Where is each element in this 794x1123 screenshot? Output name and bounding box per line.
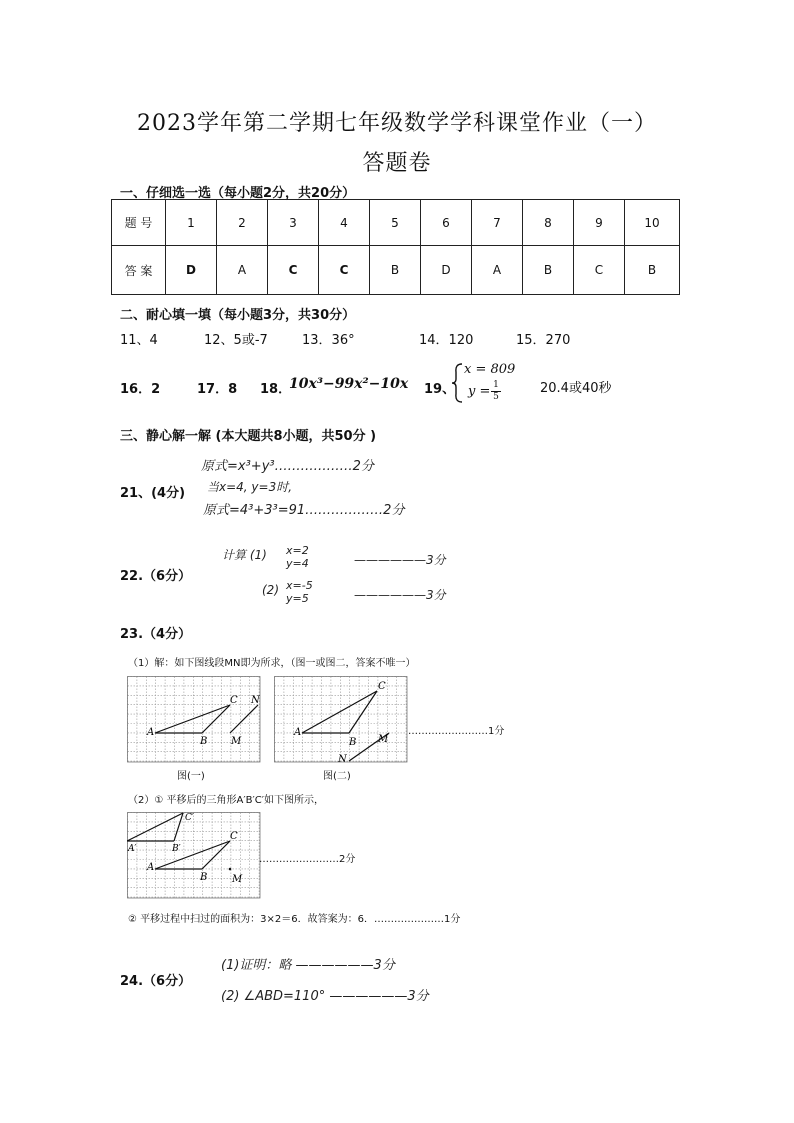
number-cell: 4	[319, 200, 370, 246]
label-b: B	[200, 872, 208, 883]
answer-cell: A	[472, 246, 523, 295]
q24-line2: (2) ∠ABD=110° ——————3分	[221, 989, 429, 1004]
page-title: 2023学年第二学期七年级数学学科课堂作业（一）	[137, 111, 657, 136]
q23-part1: （1）解：如下图线段MN即为所求，（图一或图二，答案不唯一）	[128, 658, 416, 669]
grid-figure-3	[127, 812, 261, 900]
label-c1: C′	[185, 813, 194, 823]
number-cell: 7	[472, 200, 523, 246]
q22-a2: y=4	[286, 557, 309, 570]
answer-cell: C	[319, 246, 370, 295]
answer-19-num: 1	[493, 380, 499, 390]
label-m: M	[378, 734, 389, 745]
label-m: M	[232, 874, 243, 885]
segment-ac	[155, 841, 230, 869]
number-cell: 10	[625, 200, 680, 246]
number-cell: 9	[574, 200, 625, 246]
label-b: B	[200, 736, 208, 747]
q22-prefix1: 计算 (1)	[222, 548, 267, 562]
answer-19-den: 5	[493, 392, 499, 402]
q23-part3: ② 平移过程中扫过的面积为：3×2＝6．故答案为：6．…………………1分	[128, 914, 461, 925]
segment-mn	[230, 705, 258, 733]
number-cell: 6	[421, 200, 472, 246]
answer-18: 10x³−99x²−10x	[289, 376, 409, 392]
fig1-caption: 图(一)	[177, 771, 205, 782]
segment-ac	[302, 691, 377, 733]
label-m: M	[231, 736, 242, 747]
grid-lines	[128, 813, 261, 899]
page-subtitle: 答题卷	[362, 151, 432, 176]
table-row-answers	[112, 246, 680, 295]
q22-a1: x=2	[286, 544, 309, 557]
brace-19	[450, 362, 464, 404]
answer-18-prefix: 18．	[260, 382, 292, 397]
row-label-answer: 答 案	[112, 246, 166, 295]
q21-line1: 原式=x³+y³………………2分	[201, 459, 374, 474]
answer-17: 17．8	[197, 382, 238, 397]
q24-label: 24.（6分）	[120, 974, 192, 989]
q22-prefix2: (2)	[262, 583, 279, 597]
answer-cell: D	[166, 246, 217, 295]
answer-cell: B	[625, 246, 680, 295]
q23-label: 23.（4分）	[120, 627, 192, 642]
answer-cell: D	[421, 246, 472, 295]
answer-11: 11、4	[120, 333, 158, 348]
answer-13: 13．36°	[302, 333, 355, 348]
label-a: A	[147, 727, 155, 738]
label-c: C	[230, 831, 238, 842]
label-n: N	[338, 754, 347, 764]
q22-label: 22.（6分）	[120, 569, 192, 584]
q22-score1: ——————3分	[354, 553, 446, 567]
section1-heading: 一、仔细选一选（每小题2分，共20分）	[120, 186, 356, 201]
number-cell: 1	[166, 200, 217, 246]
answer-cell: B	[370, 246, 421, 295]
q22-score2: ——————3分	[354, 588, 446, 602]
answer-20: 20.4或40秒	[540, 381, 612, 396]
segment-ac	[155, 705, 230, 733]
answer-cell: C	[574, 246, 625, 295]
label-c: C	[230, 695, 238, 706]
segment-bc	[202, 841, 230, 869]
section3-heading: 三、静心解一解 (本大题共8小题，共50分 )	[120, 429, 377, 444]
answer-cell: C	[268, 246, 319, 295]
answer-table	[111, 199, 680, 295]
number-cell: 8	[523, 200, 574, 246]
point-m	[229, 868, 232, 871]
row-label-number: 题 号	[112, 200, 166, 246]
table-row-numbers	[112, 200, 680, 246]
grid-figure-2	[274, 676, 408, 764]
q22-b1: x=-5	[286, 579, 313, 592]
answer-12: 12、5或-7	[204, 333, 268, 348]
answer-19-prefix: 19、	[424, 382, 456, 397]
section2-heading: 二、耐心填一填（每小题3分，共30分）	[120, 308, 356, 323]
answer-19-y: y =	[468, 384, 491, 399]
number-cell: 5	[370, 200, 421, 246]
q23-score2: ……………………2分	[259, 854, 356, 865]
label-c: C	[378, 681, 386, 692]
label-n: N	[251, 695, 260, 706]
q23-part2: （2）① 平移后的三角形A′B′C′如下图所示，	[128, 795, 325, 806]
grid-lines	[128, 677, 261, 763]
segment-bc	[349, 691, 377, 733]
answer-cell: A	[217, 246, 268, 295]
grid-lines	[275, 677, 408, 763]
answer-15: 15．270	[516, 333, 571, 348]
label-a: A	[147, 862, 155, 873]
q21-line2: 当x=4, y=3时,	[207, 480, 293, 494]
number-cell: 3	[268, 200, 319, 246]
answer-16: 16．2	[120, 382, 161, 397]
q22-b2: y=5	[286, 592, 309, 605]
label-b1: B′	[172, 844, 181, 854]
label-a: A	[294, 727, 302, 738]
answer-19-x: x = 809	[464, 362, 516, 377]
q21-label: 21、(4分)	[120, 486, 186, 501]
answer-cell: B	[523, 246, 574, 295]
q24-line1: (1)证明：略 ——————3分	[221, 958, 395, 973]
fig2-caption: 图(二)	[323, 771, 351, 782]
q23-score1: ……………………1分	[408, 726, 505, 737]
q21-line3: 原式=4³+3³=91………………2分	[203, 503, 405, 518]
label-b: B	[349, 737, 357, 748]
segment-bc	[202, 705, 230, 733]
label-a1: A′	[128, 844, 137, 854]
number-cell: 2	[217, 200, 268, 246]
grid-figure-1	[127, 676, 261, 764]
answer-14: 14．120	[419, 333, 474, 348]
